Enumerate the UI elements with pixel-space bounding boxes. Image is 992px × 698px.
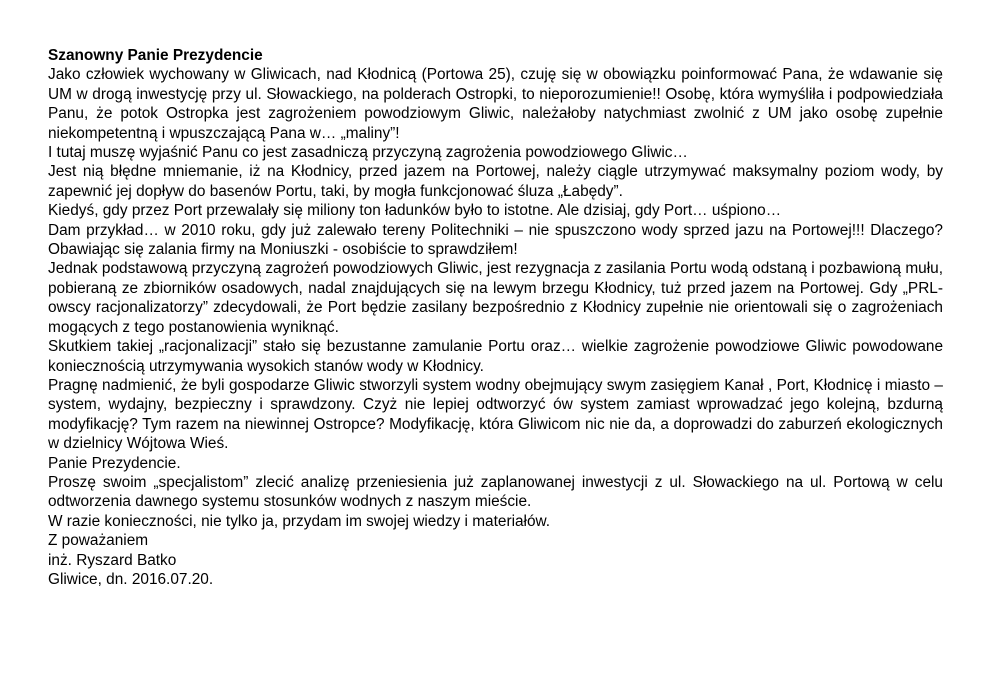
paragraph-4: Kiedyś, gdy przez Port przewalały się miliony ton ładunków było to istotne. Ale dzisiaj, gdy Port… uśpiono… <box>48 202 782 220</box>
paragraph-7: Skutkiem takiej „racjonalizacji” stało się bezustanne zamulanie Portu oraz… wielkie zagrożenie powodziowe Gliwic powodowane koniecznością utrzymywania wysokich stanów wody w Kłodnicy. <box>48 338 943 375</box>
letter-body <box>48 46 943 589</box>
paragraph-1: Jako człowiek wychowany w Gliwicach, nad Kłodnicą (Portowa 25), czuję się w obowiązku poinformować Pana, że wdawanie się UM w drogą inwestycję przy ul. Słowackiego, na polderach Ostropki, to nieporozumienie!! Osobę, która wymyśliła i podpowiedziała Panu, że potok Ostropka jest zagrożeniem powodziowym Gliwic, należałoby natychmiast zwolnić z UM jako osobę zupełnie niekompetentną i wpuszczającą Pana w… „maliny”! <box>48 66 943 142</box>
paragraph-6: Jednak podstawową przyczyną zagrożeń powodziowych Gliwic, jest rezygnacja z zasilania Portu wodą odstaną i pozbawioną mułu, pobieraną ze zbiorników osadowych, nadal znajdujących się na lewym brzegu Kłodnicy, tuż przed jazem na Portowej. Gdy „PRL-owscy racjonalizatorzy” zdecydowali, że Port będzie zasilany bezpośrednio z Kłodnicy zupełnie nie orientowali się o zagrożeniach mogących z tego postanowienia wyniknąć. <box>48 260 943 336</box>
paragraph-10: Proszę swoim „specjalistom” zlecić analizę przeniesienia już zaplanowanej inwestycji z ul. Słowackiego na ul. Portową w celu odtworzenia dawnego systemu stosunków wodnych z naszym mieście. <box>48 473 943 511</box>
letter-closing: Z poważaniem <box>48 532 149 550</box>
paragraph-2: I tutaj muszę wyjaśnić Panu co jest zasadniczą przyczyną zagrożenia powodziowego Gliwic… <box>48 144 688 162</box>
paragraph-5: Dam przykład… w 2010 roku, gdy już zalewało tereny Politechniki – nie spuszczono wody sprzed jazu na Portowej!!! Dlaczego? Obawiając się zalania firmy na Moniuszki - osobiście to sprawdziłem! <box>48 221 943 259</box>
paragraph-9: Panie Prezydencie. <box>48 454 181 472</box>
letter-greeting: Szanowny Panie Prezydencie <box>48 47 263 64</box>
paragraph-8: Pragnę nadmienić, że byli gospodarze Gliwic stworzyli system wodny obejmujący swym zasięgiem Kanał , Port, Kłodnicę i miasto – system, wydajny, bezpieczny i sprawdzony. Czyż nie lepiej odtworzyć ów system zamiast wprowadzać jego kolejną, bzdurną modyfikację? Tym razem na niewinnej Ostropce? Modyfikację, która Gliwicom nic nie da, a doprowadzi do zaburzeń ekologicznych w dzielnicy Wójtowa Wieś. <box>48 376 943 453</box>
letter-place-date: Gliwice, dn. 2016.07.20. <box>48 570 214 588</box>
letter-signature: inż. Ryszard Batko <box>48 551 177 569</box>
paragraph-11: W razie konieczności, nie tylko ja, przydam im swojej wiedzy i materiałów. <box>48 512 551 530</box>
paragraph-3: Jest nią błędne mniemanie, iż na Kłodnicy, przed jazem na Portowej, należy ciągle utrzymywać maksymalny poziom wody, by zapewnić jej dopływ do basenów Portu, taki, by mogła funkcjonować śluza „Łabędy”. <box>48 163 943 200</box>
